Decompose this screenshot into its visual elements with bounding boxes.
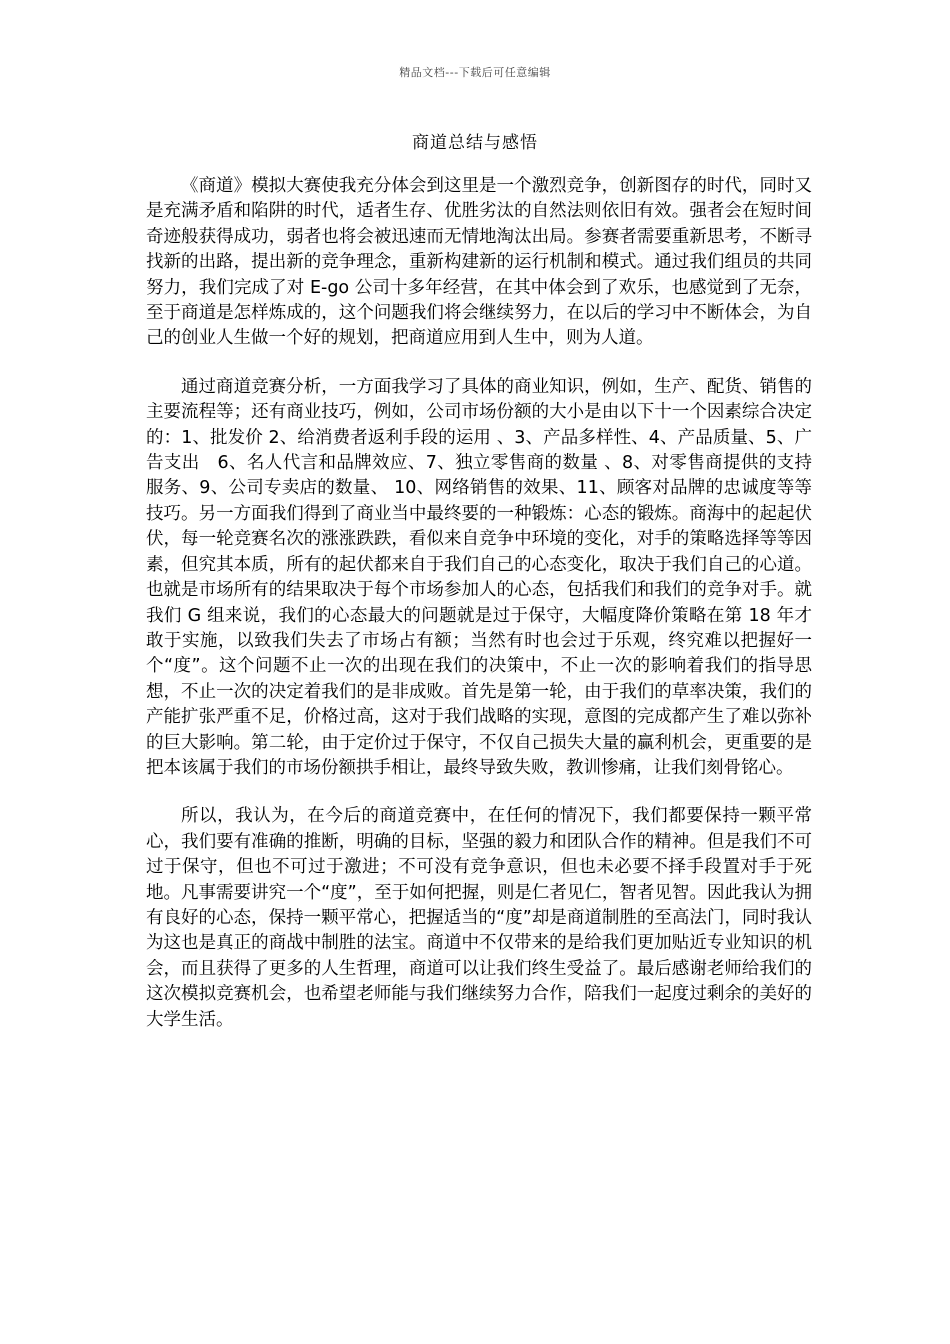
paragraph-conclusion: 所以，我认为，在今后的商道竞赛中，在任何的情况下，我们都要保持一颗平常心，我们要有准确的推断，明确的目标，坚强的毅力和团队合作的精神。但是我们不可过于保守，但也不可过于激进；不可没有竞争意识，但也未必要不择手段置对手于死地。凡事需要讲究一个“度”，至于如何把握，则是仁者见仁，智者见智。因此我认为拥有良好的心态，保持一颗平常心，把握适当的“度”却是商道制胜的至高法门，同时我认为这也是真正的商战中制胜的法宝。商道中不仅带来的是给我们更加贴近专业知识的机会，而且获得了更多的人生哲理，商道可以让我们终生受益了。最后感谢老师给我们的这次模拟竞赛机会，也希望老师能与我们继续努力合作，陪我们一起度过剩余的美好的大学生活。 xyxy=(146,806,812,1030)
paragraph-intro: 《商道》模拟大赛使我充分体会到这里是一个激烈竞争，创新图存的时代，同时又是充满矛盾和陷阱的时代，适者生存、优胜劣汰的自然法则依旧有效。强者会在短时间奇迹般获得成功，弱者也将会被迅速而无情地淘汰出局。参赛者需要重新思考，不断寻找新的出路，提出新的竞争理念，重新构建新的运行机制和模式。通过我们组员的共同努力，我们完成了对 E-go 公司十多年经营，在其中体会到了欢乐，也感觉到了无奈，至于商道是怎样炼成的，这个问题我们将会继续努力，在以后的学习中不断体会，为自己的创业人生做一个好的规划，把商道应用到人生中，则为人道。 xyxy=(146,176,812,349)
paragraph-analysis: 通过商道竞赛分析，一方面我学习了具体的商业知识，例如，生产、配货、销售的主要流程等；还有商业技巧，例如，公司市场份额的大小是由以下十一个因素综合决定的：1、批发价 2、给消费者返利手段的运用 、3、产品多样性、4、产品质量、5、广告支出 6、名人代言和品牌效应、7、独立零售商的数量 、8、对零售商提供的支持服务、9、公司专卖店的数量、 10、网络销售的效果、11、顾客对品牌的忠诚度等等技巧。另一方面我们得到了商业当中最终要的一种锻炼：心态的锻炼。商海中的起起伏伏，每一轮竞赛名次的涨涨跌跌，看似来自竞争中环境的变化，对手的策略选择等等因素，但究其本质，所有的起伏都来自于我们自己的心态变化，取决于我们自己的心道。也就是市场所有的结果取决于每个市场参加人的心态，包括我们和我们的竞争对手。就我们 G 组来说，我们的心态最大的问题就是过于保守，大幅度降价策略在第 18 年才敢于实施，以致我们失去了市场占有额；当然有时也会过于乐观，终究难以把握好一个“度”。这个问题不止一次的出现在我们的决策中，不止一次的影响着我们的指导思想，不止一次的决定着我们的是非成败。首先是第一轮，由于我们的草率决策，我们的产能扩张严重不足，价格过高，这对于我们战略的实现，意图的完成都产生了难以弥补的巨大影响。第二轮，由于定价过于保守，不仅自己损失大量的赢利机会，更重要的是把本该属于我们的市场份额拱手相让，最终导致失败，教训惨痛，让我们刻骨铭心。 xyxy=(146,376,812,778)
document-title: 商道总结与感悟 xyxy=(412,133,538,153)
document-body xyxy=(146,174,812,1056)
header-note: 精品文档---下载后可任意编辑 xyxy=(399,66,551,79)
